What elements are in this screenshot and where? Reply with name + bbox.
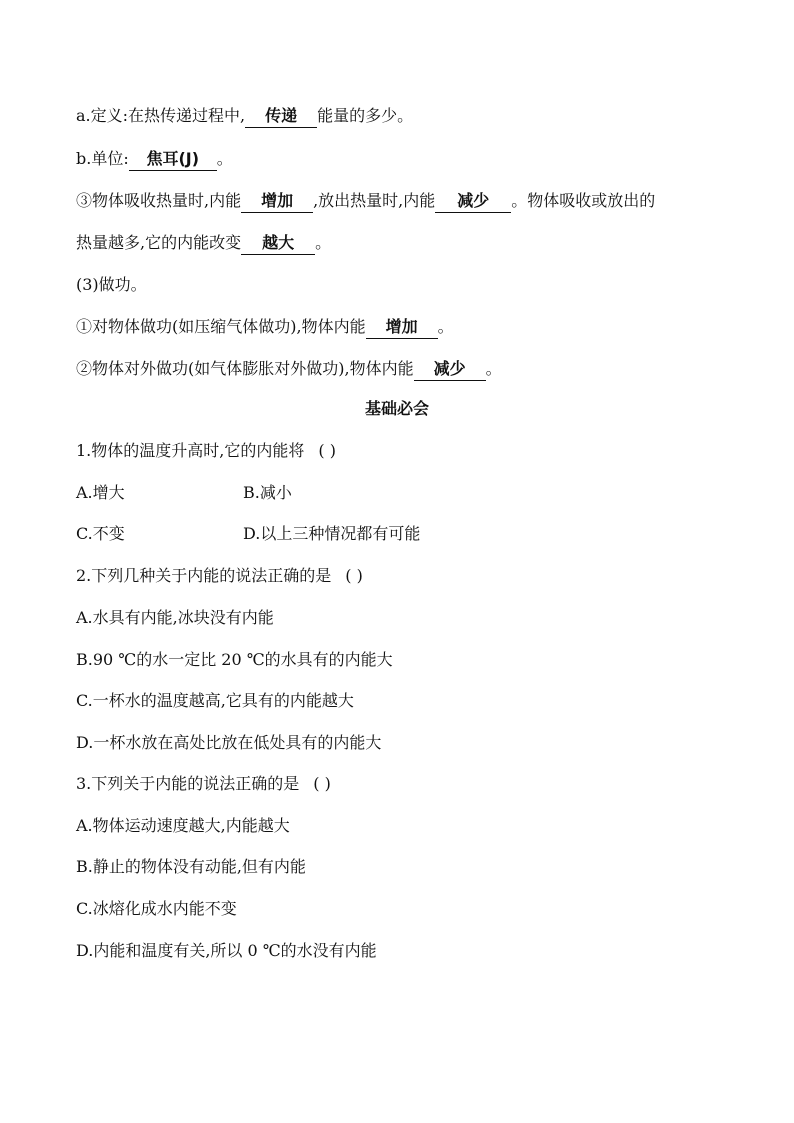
question-text: 3.下列关于内能的说法正确的是 <box>76 774 300 793</box>
answer-blank: 减少 <box>414 359 486 381</box>
unit-suffix: 。 <box>216 149 233 168</box>
answer-paren: ( ) <box>345 566 363 585</box>
text-segment: 。物体吸收或放出的 <box>511 191 656 210</box>
heat-transfer-line-2 <box>76 231 331 255</box>
option-b: B.减小 <box>243 483 292 502</box>
work-line-2 <box>76 357 502 381</box>
question-stem <box>76 772 331 796</box>
answer-blank: 越大 <box>241 233 315 255</box>
question-text: 2.下列几种关于内能的说法正确的是 <box>76 566 332 585</box>
text-segment: ③物体吸收热量时,内能 <box>76 191 242 210</box>
option-d: D.内能和温度有关,所以 0 ℃的水没有内能 <box>76 941 377 960</box>
text-segment: ,放出热量时,内能 <box>313 191 436 210</box>
option-d: D.以上三种情况都有可能 <box>243 524 421 543</box>
text-segment: 热量越多,它的内能改变 <box>76 233 242 252</box>
option-d: D.一杯水放在高处比放在低处具有的内能大 <box>76 733 382 752</box>
answer-blank: 传递 <box>245 106 317 128</box>
question-stem <box>76 439 336 463</box>
text-segment: ②物体对外做功(如气体膨胀对外做功),物体内能 <box>76 359 414 378</box>
work-line-1 <box>76 315 454 339</box>
unit-line <box>76 147 233 171</box>
question-text: 1.物体的温度升高时,它的内能将 <box>76 441 305 460</box>
option-a: A.物体运动速度越大,内能越大 <box>76 816 290 835</box>
text-segment: 。 <box>315 233 332 252</box>
unit-prefix: b.单位: <box>76 149 129 168</box>
option-c: C.一杯水的温度越高,它具有的内能越大 <box>76 691 354 710</box>
text-segment: 。 <box>485 359 502 378</box>
answer-paren: ( ) <box>313 774 331 793</box>
heat-transfer-line-1 <box>76 189 655 213</box>
answer-blank: 增加 <box>241 191 313 213</box>
work-title: (3)做功。 <box>76 275 147 294</box>
option-c: C.冰熔化成水内能不变 <box>76 899 237 918</box>
answer-blank: 减少 <box>435 191 511 213</box>
question-stem <box>76 564 363 588</box>
section-title: 基础必会 <box>364 399 429 418</box>
answer-paren: ( ) <box>318 441 336 460</box>
option-a: A.水具有内能,冰块没有内能 <box>76 608 274 627</box>
answer-blank: 增加 <box>366 317 438 339</box>
text-segment: ①对物体做功(如压缩气体做功),物体内能 <box>76 317 366 336</box>
answer-blank: 焦耳(J) <box>129 149 217 171</box>
option-b: B.90 ℃的水一定比 20 ℃的水具有的内能大 <box>76 650 393 669</box>
definition-line <box>76 104 413 128</box>
text-segment: 。 <box>437 317 454 336</box>
definition-prefix: a.定义:在热传递过程中, <box>76 106 246 125</box>
option-c: C.不变 <box>76 524 125 543</box>
definition-suffix: 能量的多少。 <box>317 106 414 125</box>
option-b: B.静止的物体没有动能,但有内能 <box>76 857 306 876</box>
option-a: A.增大 <box>76 483 125 502</box>
